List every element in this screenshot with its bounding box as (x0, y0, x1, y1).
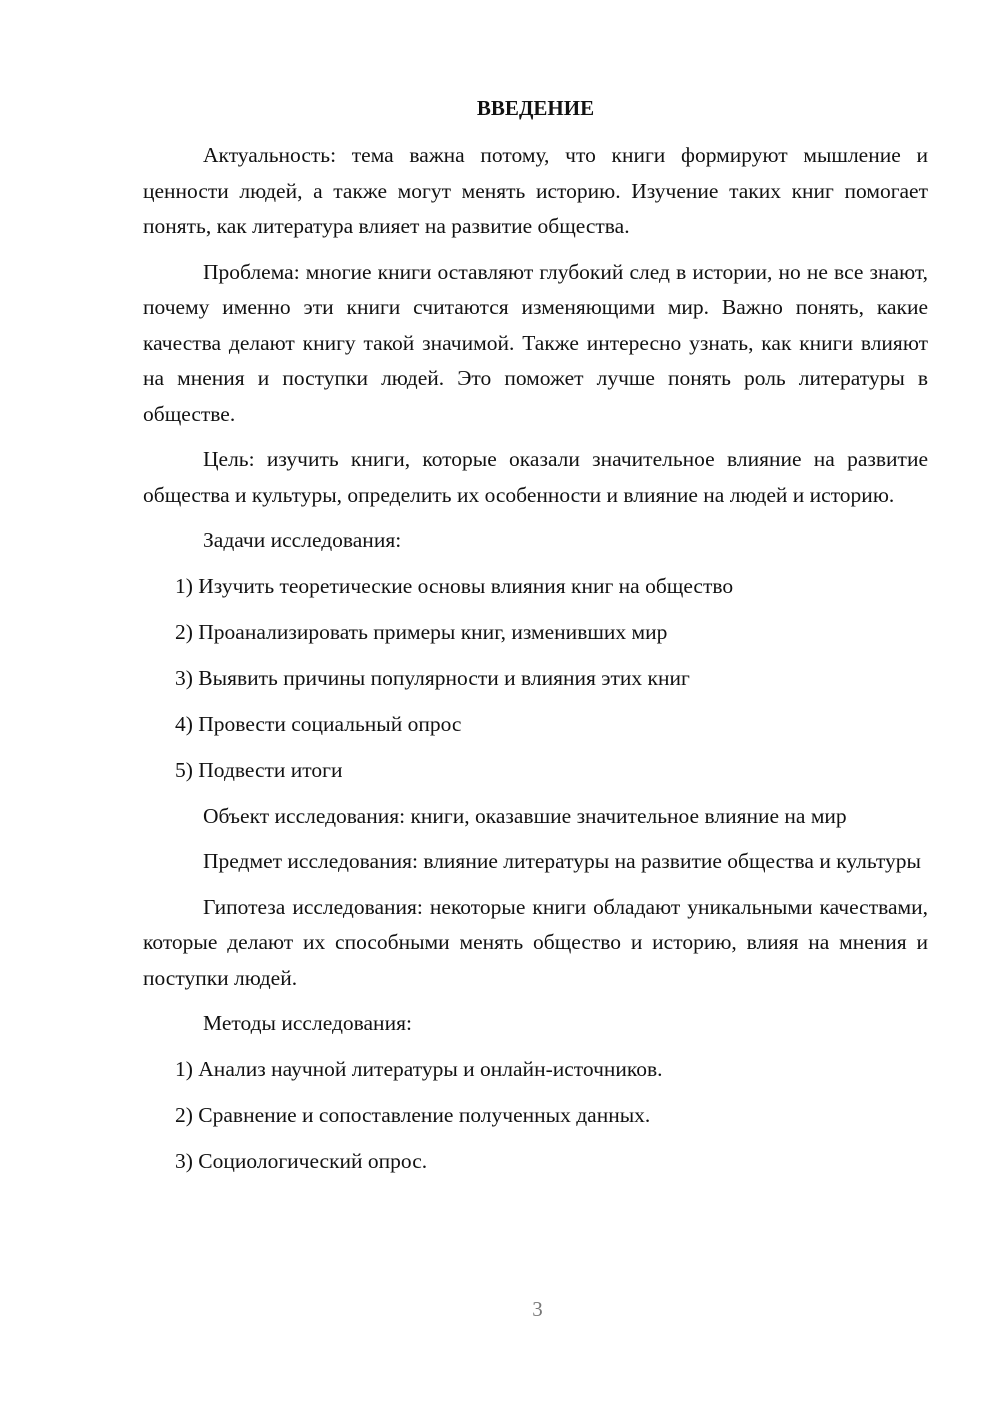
methods-heading: Методы исследования: (203, 1011, 412, 1035)
list-item: 3) Социологический опрос. (175, 1148, 428, 1173)
problem-paragraph: Проблема: многие книги оставляют глубокий след в истории, но не все знают, почему именно эти книги считаются изменяющими мир. Важно понять, какие качества делают книгу такой значимой. Также интересно узнать, как книги влияют на мнения и поступки людей. Это поможет лучше понять роль литературы в обществе. (143, 259, 928, 426)
relevance-paragraph: Актуальность: тема важна потому, что книги формируют мышление и ценности людей, а также могут менять историю. Изучение таких книг помогает понять, как литература влияет на развитие общества. (143, 143, 928, 238)
list-item: 2) Сравнение и сопоставление полученных данных. (175, 1102, 651, 1127)
list-item: 3) Выявить причины популярности и влияния этих книг (175, 665, 690, 690)
list-item: 4) Провести социальный опрос (175, 711, 462, 736)
hypothesis-paragraph: Гипотеза исследования: некоторые книги обладают уникальными качествами, которые делают их способными менять общество и историю, влияя на мнения и поступки людей. (143, 894, 928, 990)
page-title: ВВЕДЕНИЕ (476, 96, 595, 120)
methods-list (143, 1052, 928, 1180)
list-item: 1) Изучить теоретические основы влияния книг на общество (175, 573, 734, 598)
page-content (143, 96, 928, 1190)
list-item: 1) Анализ научной литературы и онлайн-источников. (175, 1056, 663, 1081)
subject-paragraph: Предмет исследования: влияние литературы на развитие общества и культуры (203, 849, 921, 873)
page-number: 3 (532, 1297, 543, 1321)
tasks-heading: Задачи исследования: (203, 528, 402, 552)
list-item: 5) Подвести итоги (175, 757, 343, 782)
tasks-list (143, 569, 928, 789)
goal-paragraph: Цель: изучить книги, которые оказали значительное влияние на развитие общества и культуры, определить их особенности и влияние на людей и историю. (143, 447, 928, 507)
list-item: 2) Проанализировать примеры книг, изменивших мир (175, 619, 668, 644)
object-paragraph: Объект исследования: книги, оказавшие значительное влияние на мир (203, 803, 847, 828)
